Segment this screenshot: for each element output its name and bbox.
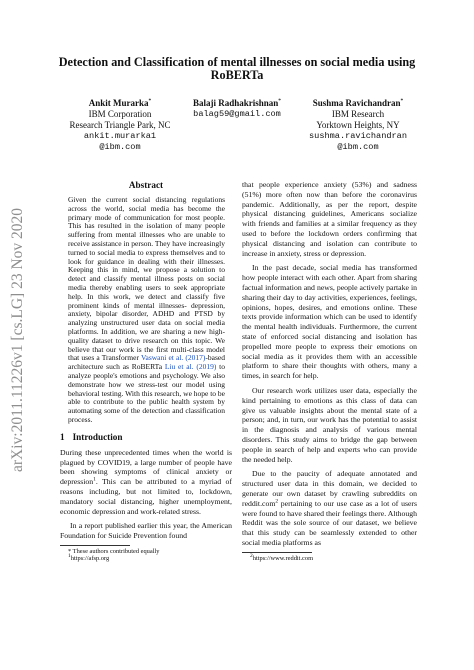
author-location: Yorktown Heights, NY — [316, 120, 400, 130]
author-block-2 — [185, 98, 289, 120]
citation-link-vaswani[interactable]: Vaswani et al. (2017) — [140, 353, 206, 363]
author-affiliation: IBM Research — [331, 109, 385, 119]
author-affiliation: IBM Corporation — [88, 109, 152, 119]
right-column — [242, 180, 417, 562]
footnote-ref-2[interactable]: 2 — [275, 498, 279, 505]
abstract-heading: Abstract — [128, 180, 164, 190]
author-block-1 — [58, 98, 182, 153]
footnote-reddit: $^2$https://www.reddit.com — [250, 552, 314, 562]
footnote-afsp: $^1$https://afsp.org — [68, 553, 110, 563]
author-email-domain: @ibm.com — [99, 142, 141, 152]
author-location: Research Triangle Park, NC — [69, 120, 171, 130]
abstract-text: Given the current social distancing regulations across the world, social media has become the primary mode of communication for most people. This has resulted in the isolation of many people suffering from mental illnesses who are unable to receive assistance in person. They have increasingly turned to social media to express themselves and to look for guidance in dealing with their illnesses. Keeping this in mind, we propose a solution to detect and classify mental illness posts on social media thereby enabling users to seek appropriate help. In this work, we detect and classify five prominent kinds of mental illnesses- depression, anxiety, bipolar disorder, ADHD and PTSD by analyzing unstructured user data on social media platforms. In addition, we are sharing a new high-quality dataset to drive research on this topic. We believe that our work is the first multi-class model that uses a Transformer Vaswani et al. (2017)-based architecture such as RoBERTa Liu et al. (2019) to analyze people's emotions and psychology. We also demonstrate how we stress-test our model using behavioral testing. With this research, we hope to be able to contribute to the public health system by automating some of the detection and classification process. — [68, 195, 226, 424]
author-email: balag59@gmail.com — [193, 109, 281, 119]
citation-link-liu[interactable]: Liu et al. (2019) — [164, 362, 217, 372]
body-paragraph-research: Our research work utilizes user data, especially the kind pertaining to emotions as this class of data can give us valuable insights about the mental state of a person; and, in turn, our work has the potential to assist in the diagnosis and analysis of various mental disorders. This study aims to bridge the gap between people in search of help and experts who can provide the needed help. — [242, 385, 417, 464]
author-email-domain: @ibm.com — [337, 142, 379, 152]
author-name: Balaji Radhakrishnan* — [192, 98, 282, 108]
body-paragraph-dataset: Due to the paucity of adequate annotated and structured user data in this domain, we decided to generate our own dataset by crawling subreddits on reddit.com$^2$ pertaining to our use case as a lot of users were found to have shared their feelings there. Although Reddit was the sole source of our dataset, we believe that this study can be seamlessly extended to other social media platforms as — [242, 469, 417, 547]
author-block-3 — [302, 98, 414, 153]
section-heading-introduction: 1 Introduction — [60, 431, 123, 442]
intro-paragraph-2: In a report published earlier this year, the American Foundation for Suicide Prevention found — [60, 521, 232, 541]
footnote-ref-1[interactable]: 1 — [93, 476, 96, 483]
footnote-equal-contribution: * These authors contributed equally — [68, 547, 160, 555]
intro-paragraph-1: During these unprecedented times when the world is plagued by COVID19, a large number of people have been showing symptoms of clinical anxiety or depression$^1$. This can be attributed to a myriad of reasons including, but not limited to, lockdown, mandatory social distancing, higher unemployment, economic depression and work-related stress. — [60, 447, 232, 516]
body-paragraph-anxiety: that people experience anxiety (53%) and sadness (51%) more often now than before the coronavirus pandemic. Additionally, as per the report, despite physical distancing guidelines, Americans socialize with friends and families at a similar frequency as they used to before the lockdown orders confirming that physical distancing and isolation can contribute to increase in anxiety, stress or depression. — [242, 180, 417, 258]
body-paragraph-social-media: In the past decade, social media has transformed how people interact with each other. Apart from sharing factual information and news, people actively partake in sharing their day to day activities, experiences, feelings, opinions, hopes, desires, and emotions online. These texts provide information which can be used to identify the mental health individuals. Furthermore, the current state of enforced social distancing and isolation has propelled more people to express their emotions on social media as it provides them with an accessible platform to share their thoughts with others, many a times, in search for help. — [242, 263, 417, 381]
footnote-divider — [60, 545, 130, 546]
author-email: ankit.murarka1 — [83, 131, 157, 141]
author-email: sushma.ravichandran — [309, 131, 407, 141]
left-column — [60, 180, 232, 563]
paper-title: Detection and Classification of mental illnesses on social media using RoBERTa — [58, 55, 416, 82]
arxiv-side-stamp — [8, 190, 28, 490]
author-name: Sushma Ravichandran* — [312, 98, 404, 108]
arxiv-identifier: arXiv:2011.11226v1 [cs.LG] 23 Nov 2020 — [9, 207, 26, 473]
author-name: Ankit Murarka* — [88, 98, 152, 108]
